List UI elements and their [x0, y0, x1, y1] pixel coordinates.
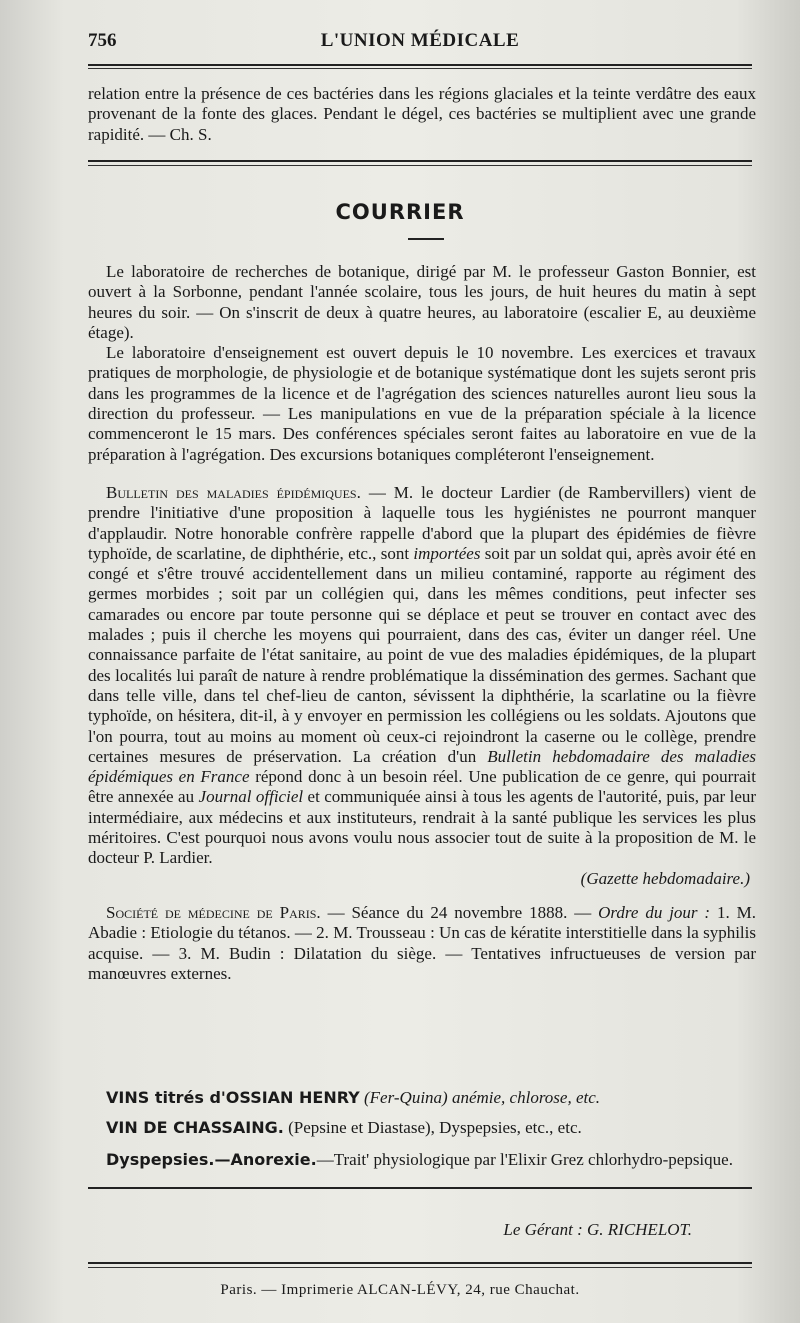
- courrier-body: [88, 262, 756, 984]
- societe-text-a: — Séance du 24 novembre 1888. —: [320, 902, 599, 922]
- title-underline: [408, 238, 444, 240]
- bulletin-lead: Bulletin des maladies épidémiques.: [106, 482, 361, 502]
- ad-chassaing-rest: (Pepsine et Diastase), Dyspepsies, etc., etc.: [283, 1118, 582, 1137]
- ad-chassaing: [106, 1118, 582, 1138]
- intro-paragraph: relation entre la présence de ces bactéries dans les régions glaciales et la teinte verdâtre des eaux provenant de la fonte des glaces. Pendant le dégel, ces bactéries se multiplient avec une grande rapidité. — Ch. S.: [88, 84, 756, 144]
- paragraph-societe: [88, 903, 756, 984]
- source-citation: (Gazette hebdomadaire.): [580, 868, 750, 888]
- intro-text: [88, 84, 756, 145]
- footer-rule: [88, 1262, 752, 1264]
- bulletin-emphasis-importees: importées: [413, 543, 481, 563]
- paragraph-bulletin: [88, 483, 756, 869]
- section-rule-bottom: [88, 165, 752, 166]
- societe-text-b: 1. M. Abadie : Etiologie du tétanos. — 2. M. Trousseau : Un cas de kératite interstitielle dans la syphilis acquise. — 3. M. Budin : Dilatation du siège. — Tentatives infructueuses de version par manœuvres externes.: [88, 902, 756, 983]
- bulletin-emphasis-journal: Journal officiel: [198, 787, 304, 807]
- ads-rule: [88, 1187, 752, 1189]
- ad-ossian-henry: [106, 1088, 600, 1108]
- societe-ordre-du-jour: Ordre du jour :: [598, 902, 711, 922]
- printer-imprint: Paris. — Imprimerie ALCAN-LÉVY, 24, rue Chauchat.: [220, 1282, 580, 1298]
- bulletin-text-a: — M. le docteur Lardier (de Rambervillers) vient de prendre l'initiative d'une proposition à laquelle tous les hygiénistes ne pourront manquer d'applaudir. Notre honorable confrère rappelle d'abord que la plupart des épidémies de fièvre typhoïde, de scarlatine, de diphthérie, etc., sont: [88, 482, 756, 563]
- page-header: [88, 28, 752, 58]
- ad-elixir-grez-rest: —Trait' physiologique par l'Elixir Grez chlorhydro-pepsique.: [316, 1150, 733, 1169]
- bulletin-emphasis-title: Bulletin hebdomadaire des maladies épidémiques en France: [88, 746, 756, 787]
- footer-rule-thin: [88, 1267, 752, 1268]
- gerant-signature: [503, 1220, 692, 1240]
- paragraph-botanique-lab: Le laboratoire de recherches de botanique, dirigé par M. le professeur Gaston Bonnier, est ouvert à la Sorbonne, pendant l'année scolaire, tous les jours, de huit heures du matin à sept heures du soir. — On s'inscrit de deux à quatre heures, au laboratoire (escalier E, au deuxième étage).: [88, 262, 756, 342]
- section-title: COURRIER: [335, 200, 465, 224]
- page-number: 756: [88, 30, 117, 51]
- ad-elixir-grez: [106, 1150, 733, 1170]
- ad-ossian-henry-rest: (Fer-Quina) anémie, chlorose, etc.: [359, 1088, 601, 1107]
- gerant-text: Le Gérant : G. RICHELOT.: [503, 1220, 692, 1239]
- bulletin-text-c: répond donc à un besoin réel. Une publication de ce genre, qui pourrait être annexée au: [88, 767, 756, 807]
- bulletin-source: [88, 869, 756, 889]
- bulletin-text-d: et communiquée ainsi à tous les agents de l'autorité, puis, par leur intermédiaire, aux médecins et aux instituteurs, rendrait à la santé publique les services les plus méritoires. C'est pourquoi nous avons voulu nous associer tout de suite à la proposition de M. le docteur P. Lardier.: [88, 787, 757, 868]
- section-rule-top: [88, 160, 752, 162]
- ad-ossian-henry-bold: VINS titrés d'OSSIAN HENRY: [106, 1088, 360, 1107]
- journal-title: L'UNION MÉDICALE: [320, 30, 520, 51]
- ad-chassaing-bold: VIN DE CHASSAING.: [106, 1118, 284, 1137]
- ad-elixir-grez-bold: Dyspepsies.—Anorexie.: [106, 1150, 317, 1169]
- header-rule: [88, 64, 752, 66]
- societe-lead: Société de médecine de Paris.: [106, 902, 321, 922]
- paragraph-enseignement-lab: Le laboratoire d'enseignement est ouvert depuis le 10 novembre. Les exercices et travaux pratiques de morphologie, de physiologie et de botanique systématique dont les sujets seront pris dans les programmes de la licence et de l'agrégation des sciences naturelles auront lieu sous la direction du professeur. — Les manipulations en vue de la préparation spéciale à la licence commenceront le 15 mars. Des conférences spéciales seront faites au laboratoire en vue de la préparation à l'agrégation. Des excursions botaniques compléteront l'enseignement.: [88, 343, 756, 464]
- header-rule-thin: [88, 68, 752, 69]
- bulletin-text-b: soit par un soldat qui, après avoir été en congé et s'être trouvé accidentellement dans un milieu contaminé, rapporte au régiment des germes morbides ; soit par un collégien qui, dans les mêmes conditions, peut infecter ses camarades ou encore par toute personne qui se déplace et peut se trouver en contact avec des malades ; puis il cherche les moyens qui pourraient, dans des cas, éviter un danger réel. Une connaissance parfaite de l'état sanitaire, au point de vue des maladies épidémiques, de la plupart des localités lui paraît de nature à rendre problématique la dissémination des germes. Sachant que dans telle ville, dans tel chef-lieu de canton, sévissent la diphthérie, la scarlatine ou la fièvre typhoïde, on hésitera, dit-il, à y envoyer en permission les collégiens ou les soldats. Ajoutons que l'on pourra, tout au moins au moment où ceux-ci rejoindront la caserne ou le collège, prendre certaines mesures de préservation. La création d'un: [88, 543, 756, 766]
